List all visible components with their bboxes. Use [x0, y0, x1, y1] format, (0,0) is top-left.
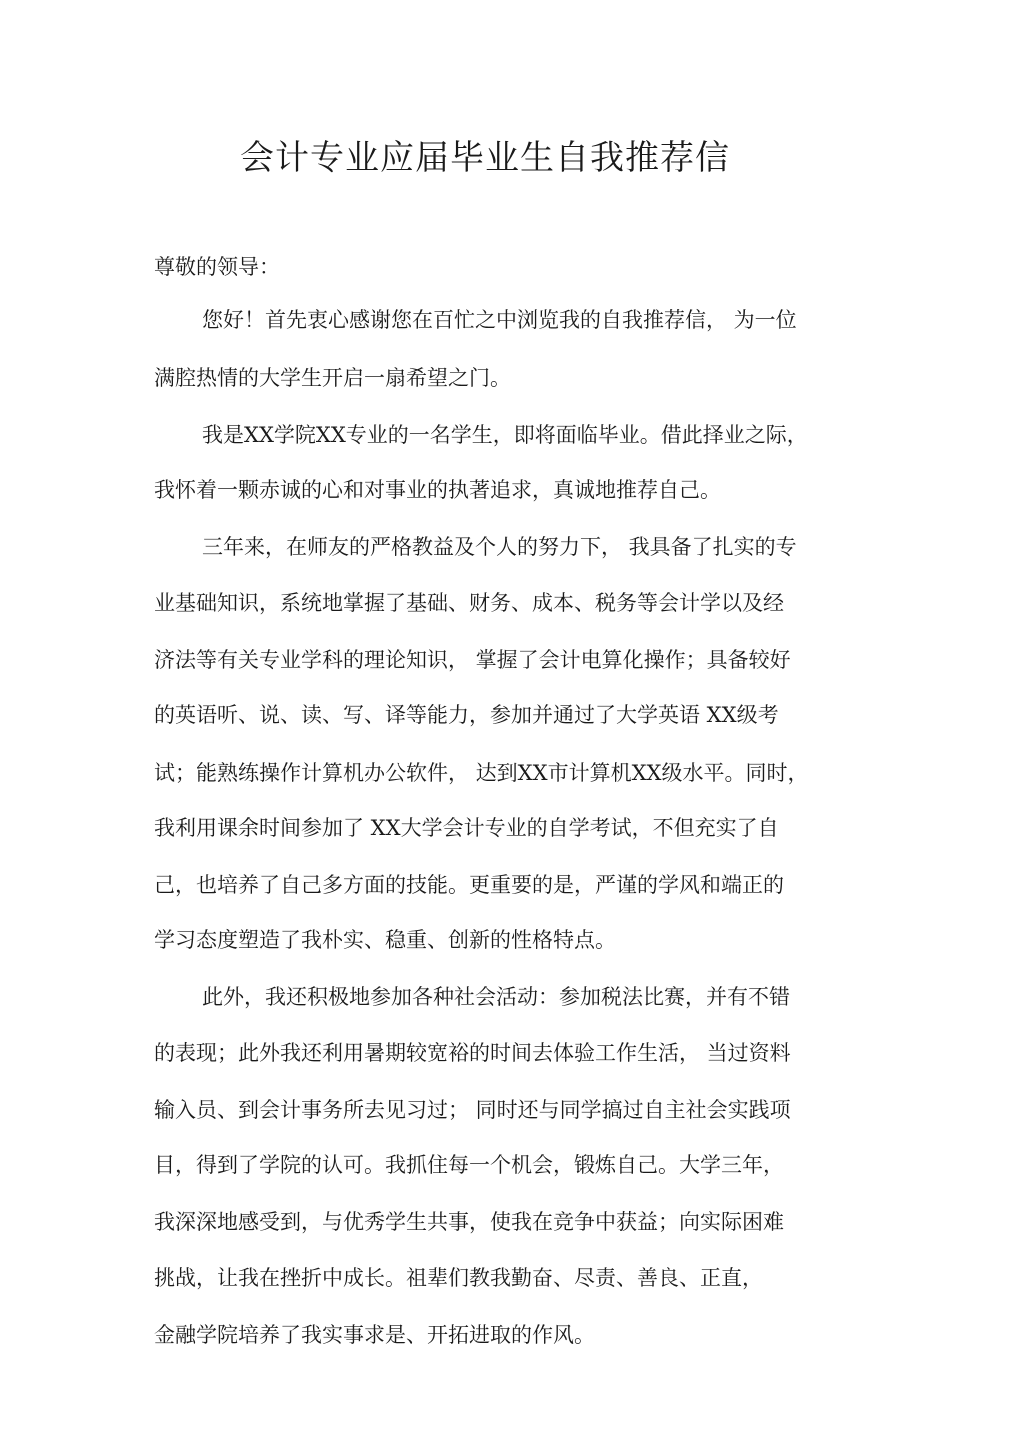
body-line: 我怀着一颗赤诚的心和对事业的执著追求，真诚地推荐自己。 — [154, 478, 721, 502]
body-line: 输入员、到会计事务所去见习过； 同时还与同学搞过自主社会实践项 — [154, 1098, 791, 1122]
body-line: 己，也培养了自己多方面的技能。更重要的是，严谨的学风和端正的 — [154, 873, 784, 897]
body-line: 济法等有关专业学科的理论知识， 掌握了会计电算化操作；具备较好 — [154, 648, 791, 672]
body-line: 业基础知识，系统地掌握了基础、财务、成本、税务等会计学以及经 — [154, 591, 784, 615]
body-line: 您好！首先衷心感谢您在百忙之中浏览我的自我推荐信， 为一位 — [202, 308, 797, 332]
document-title: 会计专业应届毕业生自我推荐信 — [240, 138, 730, 178]
body-line: 我深深地感受到，与优秀学生共事，使我在竞争中获益；向实际困难 — [154, 1210, 784, 1234]
body-line: 挑战，让我在挫折中成长。祖辈们教我勤奋、尽责、善良、正直， — [154, 1266, 763, 1290]
body-line: 学习态度塑造了我朴实、稳重、创新的性格特点。 — [154, 928, 616, 952]
body-line: 三年来，在师友的严格教益及个人的努力下， 我具备了扎实的专 — [202, 535, 797, 559]
body-line: 试；能熟练操作计算机办公软件， 达到XX市计算机XX级水平。同时， — [154, 761, 809, 785]
body-line: 目，得到了学院的认可。我抓住每一个机会，锻炼自己。大学三年， — [154, 1153, 784, 1177]
body-line: 金融学院培养了我实事求是、开拓进取的作风。 — [154, 1323, 595, 1347]
body-line: 我利用课余时间参加了 XX大学会计专业的自学考试，不但充实了自 — [154, 816, 779, 840]
body-line: 满腔热情的大学生开启一扇希望之门。 — [154, 366, 511, 390]
body-line: 我是XX学院XX专业的一名学生，即将面临毕业。借此择业之际， — [202, 423, 808, 447]
body-line: 的英语听、说、读、写、译等能力，参加并通过了大学英语 XX级考 — [154, 703, 779, 727]
body-line: 的表现；此外我还利用暑期较宽裕的时间去体验工作生活， 当过资料 — [154, 1041, 791, 1065]
body-line: 此外，我还积极地参加各种社会活动：参加税法比赛，并有不错 — [202, 985, 790, 1009]
salutation: 尊敬的领导： — [154, 255, 280, 279]
